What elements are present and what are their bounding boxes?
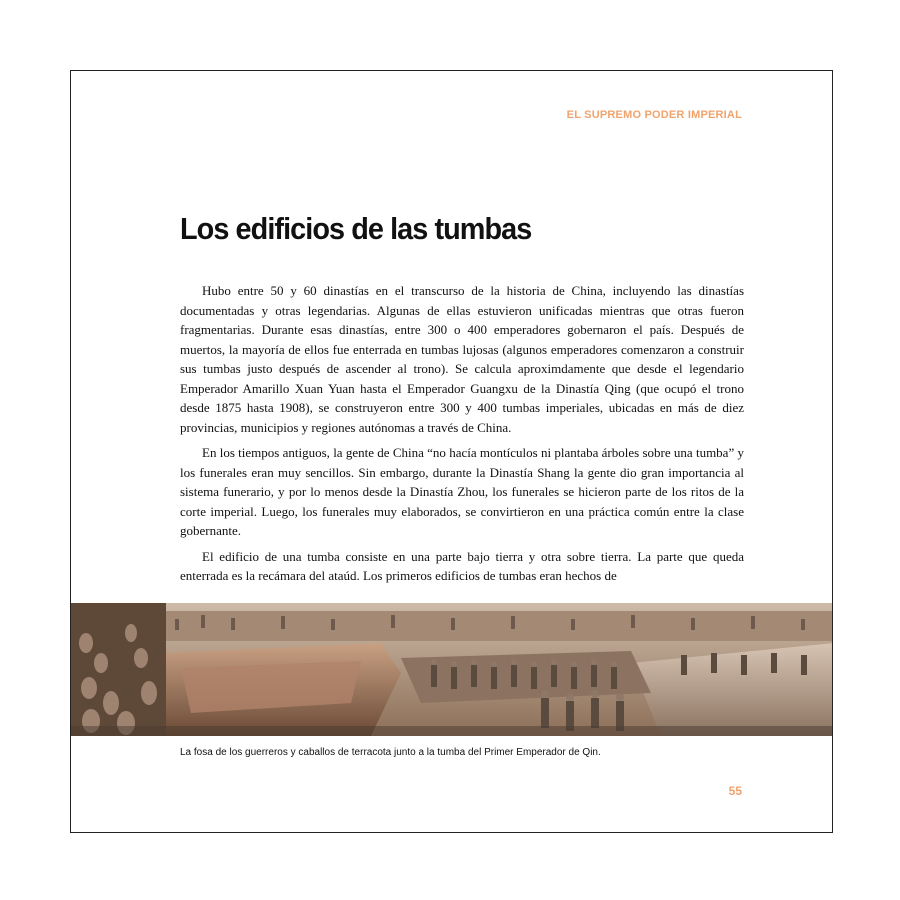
- page-title: Los edificios de las tumbas: [180, 211, 532, 246]
- terracotta-warriors-photo: [71, 603, 833, 736]
- paragraph: El edificio de una tumba consiste en una parte bajo tierra y otra sobre tierra. La parte que queda enterrada es la recámara del ataúd. Los primeros edificios de tumbas eran hechos de: [180, 548, 744, 583]
- photo-caption: La fosa de los guerreros y caballos de terracota junto a la tumba del Primer Emperador de Qin.: [180, 747, 601, 758]
- paragraph: En los tiempos antiguos, la gente de China “no hacía montículos ni plantaba árboles sobre una tumba” y los funerales eran muy sencillos. Sin embargo, durante la Dinastía Shang la gente dio gran importancia al sistema funerario, y por lo menos desde la Dinastía Zhou, los funerales se hicieron parte de los ritos de la corte imperial. Luego, los funerales muy elaborados, se convirtieron en una práctica común entre la clase gobernante.: [180, 445, 744, 538]
- paragraph: Hubo entre 50 y 60 dinastías en el transcurso de la historia de China, incluyendo las dinastías documentadas y otras legendarias. Algunas de ellas estuvieron unificadas mientras que otras fueron fragmentarias. Durante esas dinastías, entre 300 o 400 emperadores gobernaron el país. Después de muertos, la mayoría de ellos fue enterrada en tumbas lujosas (algunos emperadores comenzaron a construir sus tumbas justo después de ascender al trono). Se calcula aproximdamente que desde el legendario Emperador Amarillo Xuan Yuan hasta el Emperador Guangxu de la Dinastía Qing (que ocupó el trono desde 1875 hasta 1908), se construyeron entre 300 y 400 tumbas imperiales, ubicadas en más de diez provincias, municipios y regiones autónomas a través de China.: [180, 283, 744, 435]
- running-head: EL SUPREMO PODER IMPERIAL: [566, 109, 742, 121]
- page-number: 55: [728, 784, 742, 798]
- book-page: [70, 70, 833, 833]
- article-body: [180, 281, 744, 594]
- photo-illustration: [71, 603, 833, 736]
